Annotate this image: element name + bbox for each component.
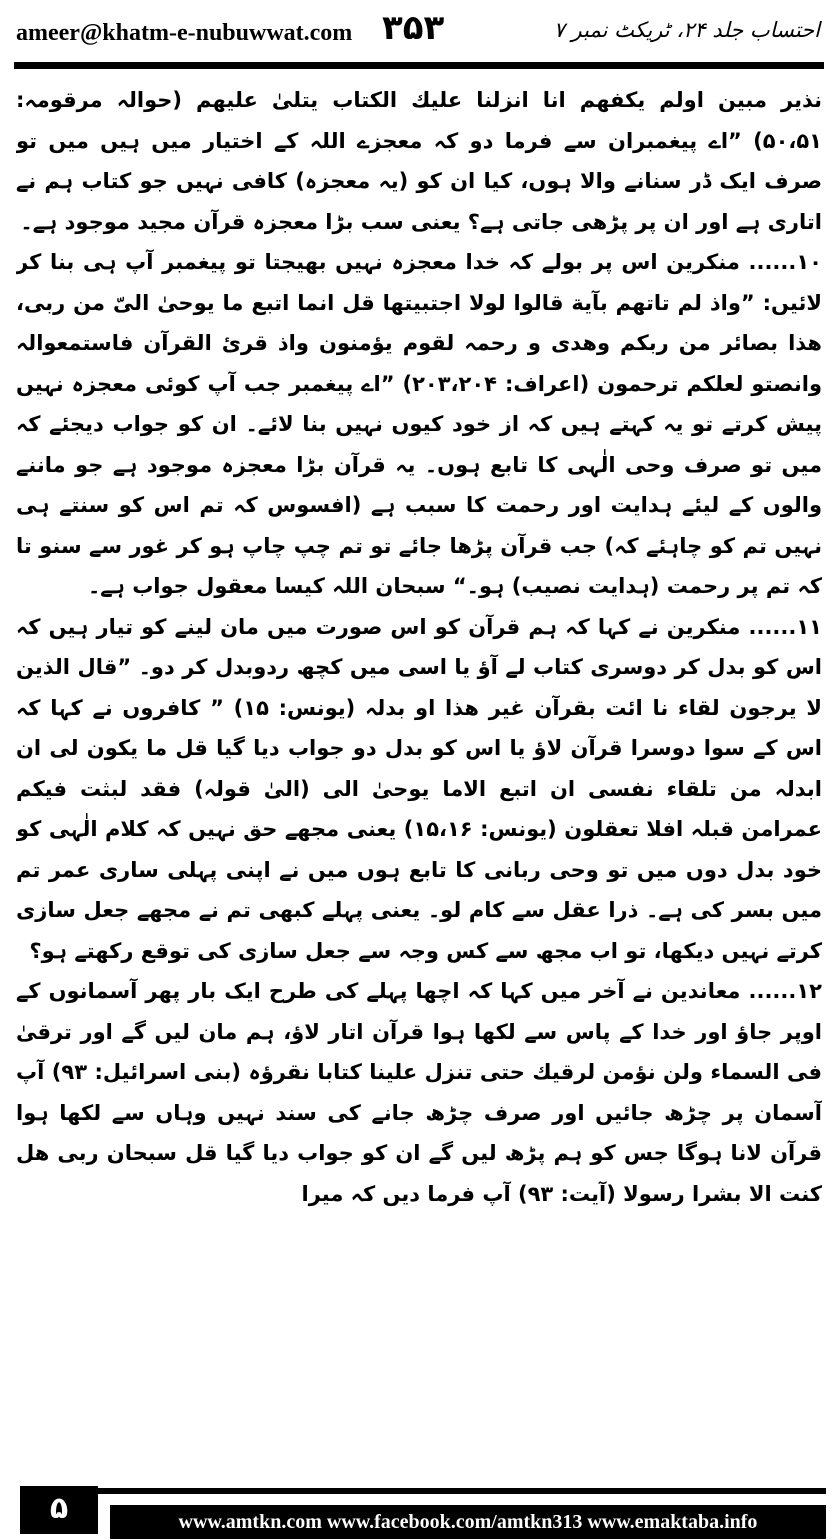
footer-page-number: ۵ bbox=[20, 1486, 98, 1534]
paragraph: ۱۱...... منکرین نے کہا کہ ہم قرآن کو اس صورت میں مان لینے کو تیار ہیں کہ اس کو بدل کر دوسری کتاب لے آؤ یا اسی میں کچھ ردوبدل کر دو۔ ”قال الذین لا یرجون لقاء نا ائت بقرآن غیر ھذا او بدلہ (یونس: ۱۵) ” کافروں نے کہا کہ اس کے سوا دوسرا قرآن لاؤ یا اس کو بدل دو جواب دیا گیا قل ما یکون لی ان ابدلہ من تلقاء نفسی ان اتبع الاما یوحیٰ الی (الیٰ قولہ) فقد لبثت فیکم عمرامن قبلہ افلا تعقلون (یونس: ۱۵،۱۶) یعنی مجھے حق نہیں کہ کلام الٰہی کو خود بدل دوں میں تو وحی ربانی کا تابع ہوں میں نے اپنی پہلی ساری عمر تم میں بسر کی ہے۔ ذرا عقل سے کام لو۔ یعنی پہلے کبھی تم نے مجھے جعل سازی کرتے نہیں دیکھا، تو اب مجھ سے کس وجہ سے جعل سازی کی توقع رکھتے ہو؟ bbox=[16, 614, 822, 963]
header-divider bbox=[14, 62, 824, 69]
page-header bbox=[0, 0, 840, 66]
header-title: احتساب جلد ۲۴، ٹریکٹ نمبر ۷ bbox=[553, 18, 820, 42]
body-text bbox=[16, 80, 822, 1480]
footer-divider bbox=[96, 1488, 826, 1494]
paragraph: نذیر مبین اولم یکفھم انا انزلنا علیك الکتاب یتلیٰ علیھم (حوالہ مرقومہ: ۵۰،۵۱) ”اے پیغمبران سے فرما دو کہ معجزے اللہ کے اختیار میں ہیں میں تو صرف ایک ڈر سنانے والا ہوں، کیا ان کو (یہ معجزہ) کافی نہیں جو کتاب ہم نے اتاری ہے اور ان پر پڑھی جاتی ہے؟ یعنی سب بڑا معجزہ قرآن مجید موجود ہے۔ bbox=[16, 88, 822, 234]
header-page-number: ۳۵۳ bbox=[382, 8, 445, 48]
paragraph: ۱۲...... معاندین نے آخر میں کہا کہ اچھا پہلے کی طرح ایک بار پھر آسمانوں کے اوپر جاؤ اور خدا کے پاس سے لکھا ہوا قرآن اتار لاؤ، ہم مان لیں گے اور ترقیٰ فی السماء ولن نؤمن لرقیك حتی تنزل علینا کتابا نقرؤہ (بنی اسرائیل: ۹۳) آپ آسمان پر چڑھ جائیں اور صرف چڑھ جانے کی سند نہیں وہاں سے لکھا ہوا قرآن لانا ہوگا جس کو ہم پڑھ لیں گے ان کو جواب دیا گیا قل سبحان ربی ھل کنت الا بشرا رسولا (آیت: ۹۳) آپ فرما دیں کہ میرا bbox=[16, 979, 822, 1206]
header-email: ameer@khatm-e-nubuwwat.com bbox=[16, 20, 353, 46]
footer-links: www.amtkn.com www.facebook.com/amtkn313 www.emaktaba.info bbox=[110, 1505, 826, 1539]
paragraph: ۱۰...... منکرین اس پر بولے کہ خدا معجزہ نہیں بھیجتا تو پیغمبر آپ ہی بنا کر لائیں: ”واذ لم تاتھم بآیة قالوا لولا اجتبیتھا قل انما اتبع ما یوحیٰ الیّ من ربی، ھذا بصائر من ربکم وھدی و رحمہ لقوم یؤمنون واذ قرئ القرآن فاستمعوالہ وانصتو لعلکم ترحمون (اعراف: ۲۰۳،۲۰۴) ”اے پیغمبر جب آپ کوئی معجزہ نہیں پیش کرتے تو یہ کہتے ہیں کہ از خود کیوں نہیں بنا لائے۔ ان کو جواب دیجئے کہ میں تو صرف وحی الٰہی کا تابع ہوں۔ یہ قرآن بڑا معجزہ موجود ہے جو ماننے والوں کے لیئے ہدایت اور رحمت کا سبب ہے (افسوس کہ تم اس کو سنتے ہی نہیں تم کو چاہئے کہ) جب قرآن پڑھا جائے تو تم چپ چاپ ہو کر غور سے سنو تا کہ تم پر رحمت (ہدایت نصیب) ہو۔“ سبحان اللہ کیسا معقول جواب ہے۔ bbox=[16, 250, 822, 598]
